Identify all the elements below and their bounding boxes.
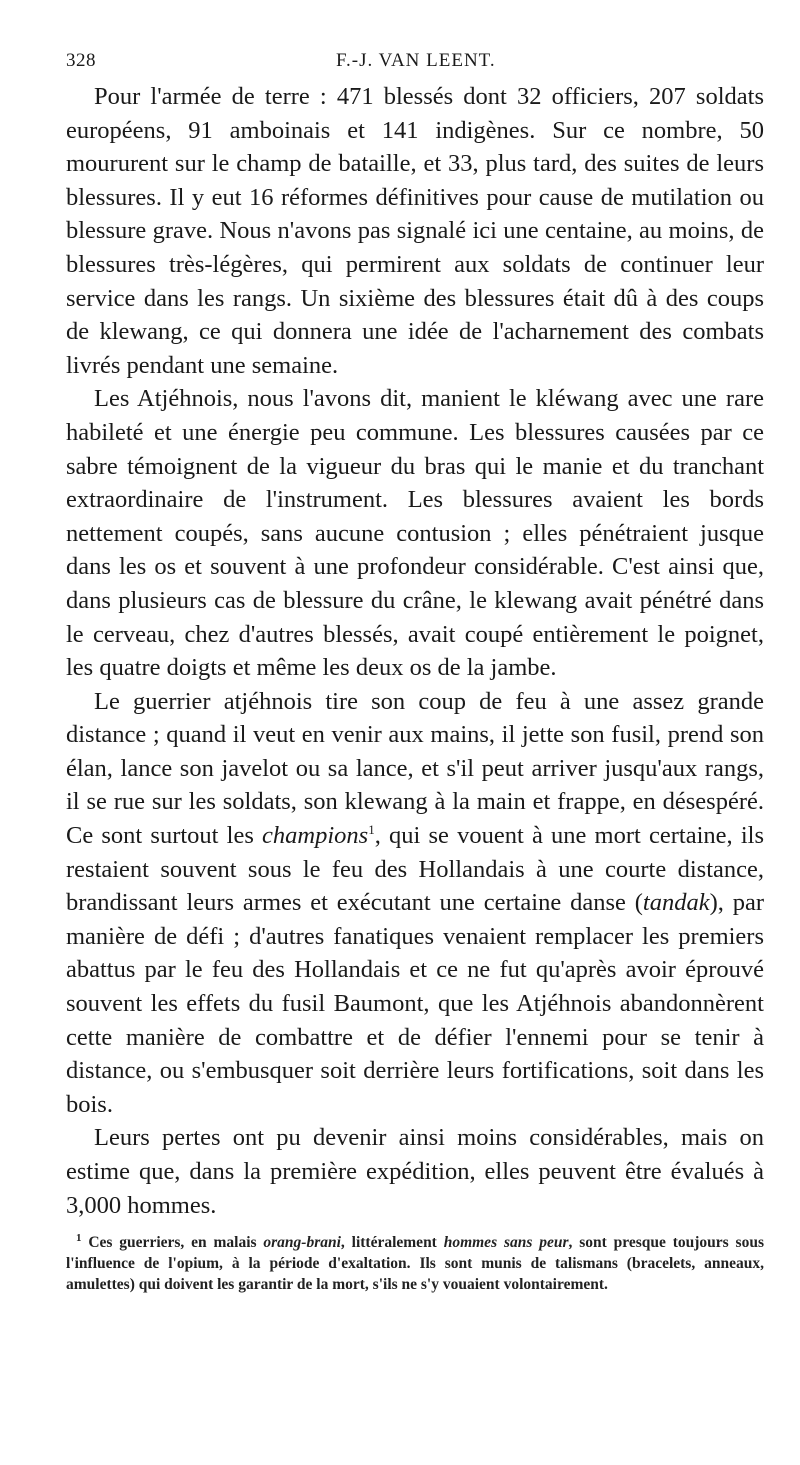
paragraph-text-segment: , qui se vouent à une mort certaine, ils restaient souvent sous le feu des Hollandais à une courte distance, brandissant leurs armes et exécutant une certaine danse ( [66,822,764,917]
paragraph-text-segment: ), par manière de défi ; d'autres fanatiques venaient remplacer les premiers abattus par le feu des Hollandais et ce ne fut qu'après avoir éprouvé souvent les effets du fusil Baumont, que les Atjéhnois abandonnèrent cette manière de combattre et de défier l'ennemi pour se tenir à distance, ou s'embusquer soit derrière leurs fortifications, soit dans les bois. [66,889,764,1118]
running-title: F.-J. VAN LEENT. [336,50,496,71]
paragraph-warrior-tactics [66,685,764,1122]
footnote-text [66,1232,764,1295]
page-number: 328 [66,50,96,71]
footnote-text-segment: , littéralement [340,1234,444,1252]
paragraph-losses: Leurs pertes ont pu devenir ainsi moins considérables, mais on estime que, dans la première expédition, elles peuvent être évalués à 3,000 hommes. [66,1124,764,1219]
footnote [66,1232,764,1295]
footnote-text-segment: , sont presque toujours sous l'influence de l'opium, à la période d'exaltation. Ils sont munis de talismans (bracelets, anneaux, amulettes) qui doivent les garantir de la mort, s'ils ne s'y vouaient volontairement. [66,1234,764,1294]
running-head [66,40,764,80]
italic-term-tandak: tandak [642,889,710,917]
paragraph-klewang-wounds: Les Atjéhnois, nous l'avons dit, manient le kléwang avec une rare habileté et une énergie peu commune. Les blessures causées par ce sabre témoignent de la vigueur du bras qui le manie et du tranchant extraordinaire de l'instrument. Les blessures avaient les bords nettement coupés, sans aucune contusion ; elles pénétraient jusque dans les os et souvent à une profondeur considérable. C'est ainsi que, dans plusieurs cas de blessure du crâne, le klewang avait pénétré dans le cerveau, chez d'autres blessés, avait coupé entièrement le poignet, les quatre doigts et même les deux os de la jambe. [66,385,764,682]
footnote-reference: 1 [368,821,375,837]
body-text [66,80,764,1222]
footnote-mark: 1 [76,1232,82,1245]
footnote-text-segment: Ces guerriers, en malais [88,1234,264,1252]
italic-term-champions: champions [262,822,369,850]
italic-term-hommes-sans-peur: hommes sans peur [443,1234,569,1252]
italic-term-orang-brani: orang-brani [263,1234,341,1252]
paragraph-text-segment: Le guerrier atjéhnois tire son coup de feu à une assez grande distance ; quand il veut en venir aux mains, il jette son fusil, prend son élan, lance son javelot ou sa lance, et s'il peut arriver jusqu'aux rangs, il se rue sur les soldats, son klewang à la main et frappe, en désespéré. Ce sont surtout les [66,687,764,850]
paragraph-casualties: Pour l'armée de terre : 471 blessés dont 32 officiers, 207 soldats européens, 91 amboinais et 141 indigènes. Sur ce nombre, 50 moururent sur le champ de bataille, et 33, plus tard, des suites de leurs blessures. Il y eut 16 réformes définitives pour cause de mutilation ou blessure grave. Nous n'avons pas signalé ici une centaine, au moins, de blessures très-légères, qui permirent aux soldats de continuer leur service dans les rangs. Un sixième des blessures était dû à des coups de klewang, ce qui donnera une idée de l'acharnement des combats livrés pendant une semaine. [66,83,764,379]
